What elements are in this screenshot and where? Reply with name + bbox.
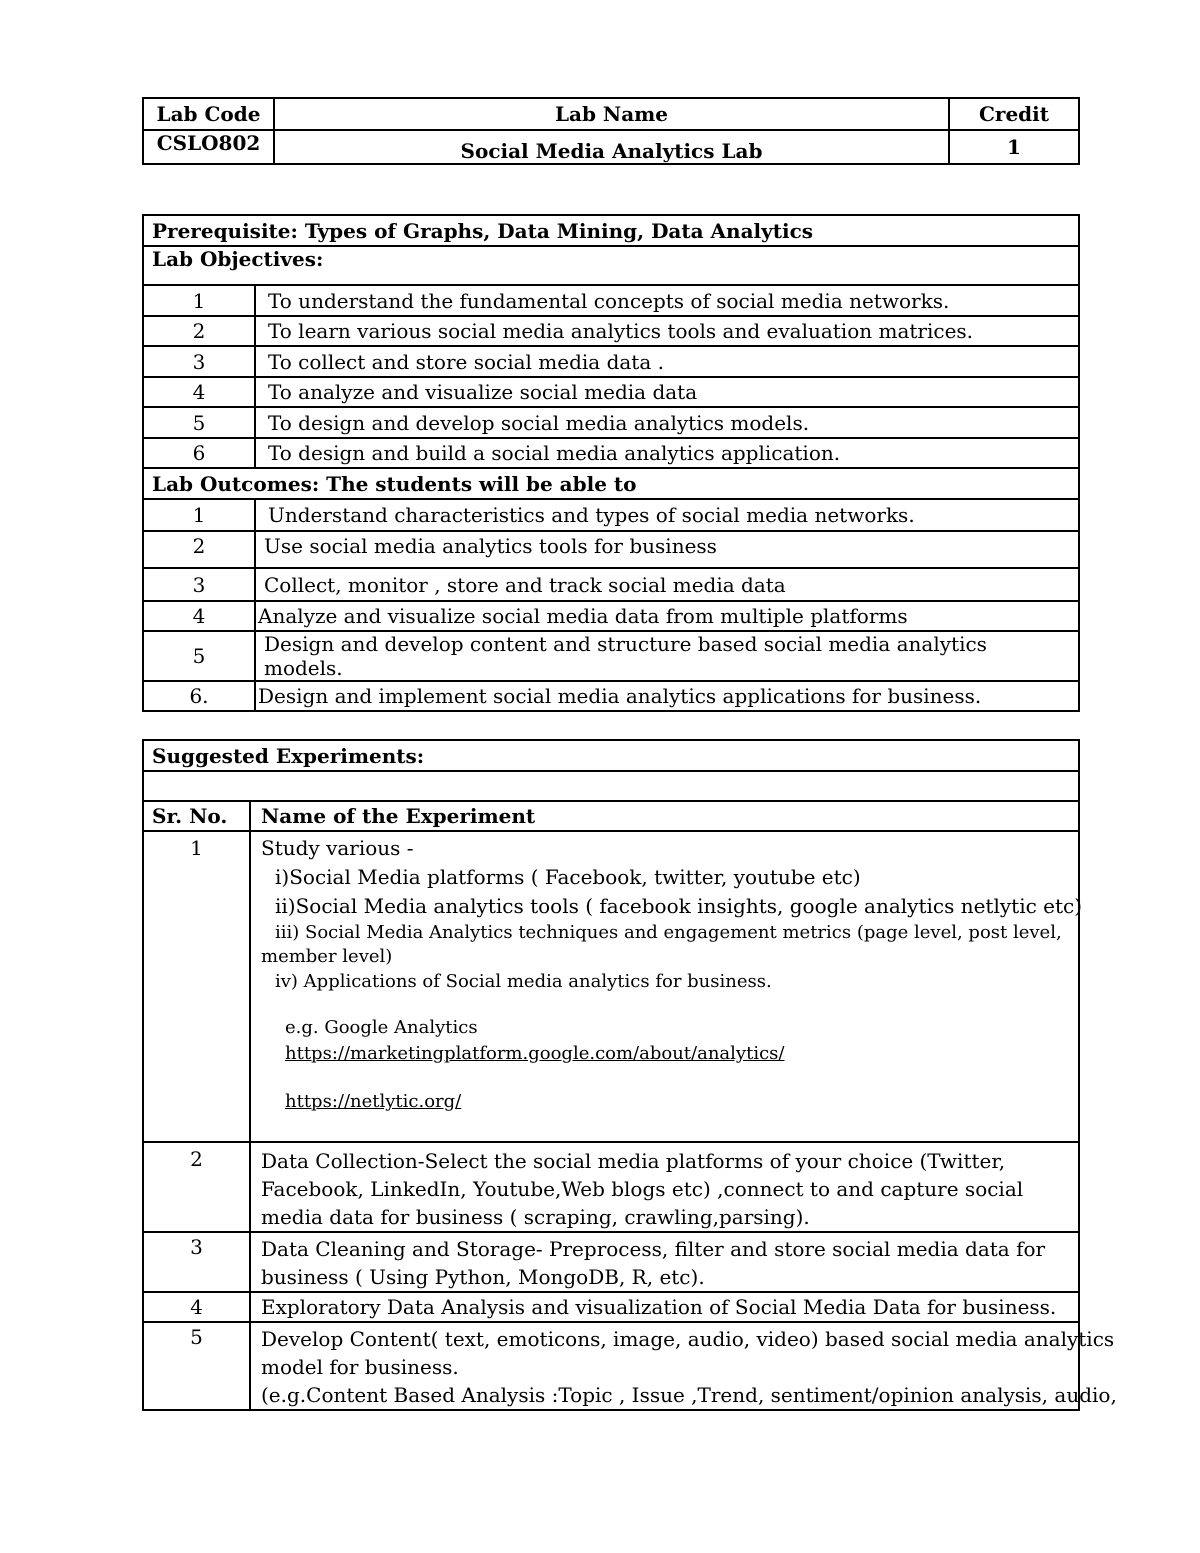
objective-text: To design and develop social media analytics models. — [255, 407, 1079, 438]
experiment-number: 4 — [143, 1292, 250, 1322]
experiment-description: Data Collection-Select the social media platforms of your choice (Twitter, Facebook, LinkedIn, Youtube,Web blogs etc) ,connect to and capture social media data for business ( scraping, crawling,parsing). — [250, 1142, 1079, 1232]
lab-outcomes-title: Lab Outcomes: The students will be able to — [143, 468, 1079, 499]
google-analytics-link[interactable]: https://marketingplatform.google.com/about/analytics/ — [285, 1043, 785, 1064]
outcome-text: Analyze and visualize social media data from multiple platforms — [255, 601, 1079, 631]
objective-number: 2 — [143, 316, 255, 346]
outcome-row — [143, 531, 1079, 568]
outcome-row — [143, 681, 1079, 711]
exp1-item-i: i)Social Media platforms ( Facebook, twitter, youtube etc) — [275, 865, 861, 889]
experiment-number: 5 — [143, 1322, 250, 1410]
outcome-text: Design and develop content and structure based social media analytics models. — [255, 631, 1079, 681]
experiment-description — [250, 1322, 1117, 1410]
exp1-item-ii: ii)Social Media analytics tools ( facebook insights, google analytics netlytic etc) — [275, 894, 1083, 918]
sr-no-header: Sr. No. — [143, 801, 250, 831]
outcome-number: 4 — [143, 601, 255, 631]
empty-row — [143, 771, 1079, 801]
credit-header: Credit — [949, 98, 1079, 130]
experiment-row — [143, 1292, 1079, 1322]
experiment-number: 3 — [143, 1232, 250, 1292]
objective-text: To understand the fundamental concepts of social media networks. — [255, 285, 1079, 316]
experiment-description: Data Cleaning and Storage- Preprocess, filter and store social media data for business ( Using Python, MongoDB, R, etc). — [250, 1232, 1079, 1292]
objective-row — [143, 285, 1079, 316]
lab-name-header: Lab Name — [274, 98, 949, 130]
experiment-name-header: Name of the Experiment — [250, 801, 1079, 831]
experiment-row — [143, 1232, 1079, 1292]
exp1-item-iii: iii) Social Media Analytics techniques and engagement metrics (page level, post level, member level) — [261, 922, 1062, 967]
outcome-text: Design and implement social media analytics applications for business. — [255, 681, 1079, 711]
lab-code-header: Lab Code — [143, 98, 274, 130]
exp5-line-2: model for business. — [261, 1355, 459, 1379]
objective-text: To analyze and visualize social media data — [255, 377, 1079, 407]
experiment-number: 1 — [143, 831, 250, 1142]
credit-value: 1 — [949, 130, 1079, 164]
suggested-experiments-table — [142, 739, 1117, 1411]
experiment-row — [143, 1142, 1079, 1232]
exp1-example: e.g. Google Analytics — [285, 1017, 478, 1038]
outcome-row — [143, 601, 1079, 631]
outcome-row — [143, 568, 1079, 601]
objective-row — [143, 438, 1079, 468]
objective-number: 1 — [143, 285, 255, 316]
objective-row — [143, 407, 1079, 438]
outcome-row — [143, 631, 1079, 681]
exp5-line-3: (e.g.Content Based Analysis :Topic , Issue ,Trend, sentiment/opinion analysis, audio, — [261, 1383, 1117, 1407]
outcome-number: 2 — [143, 531, 255, 568]
objective-text: To design and build a social media analytics application. — [255, 438, 1079, 468]
objective-number: 4 — [143, 377, 255, 407]
outcome-text: Use social media analytics tools for business — [255, 531, 1079, 568]
outcome-row — [143, 499, 1079, 531]
objective-row — [143, 316, 1079, 346]
objective-text: To learn various social media analytics tools and evaluation matrices. — [255, 316, 1079, 346]
lab-name-value: Social Media Analytics Lab — [274, 130, 949, 164]
experiment-row — [143, 1322, 1079, 1410]
lab-code-value: CSLO802 — [143, 130, 274, 164]
objective-text: To collect and store social media data . — [255, 346, 1079, 377]
objectives-outcomes-table — [142, 214, 1080, 712]
lab-objectives-title: Lab Objectives: — [143, 246, 1079, 285]
exp1-intro: Study various - — [261, 836, 414, 860]
objective-number: 6 — [143, 438, 255, 468]
objective-row — [143, 377, 1079, 407]
objective-number: 3 — [143, 346, 255, 377]
outcome-text: Understand characteristics and types of social media networks. — [255, 499, 1079, 531]
objective-row — [143, 346, 1079, 377]
experiment-description — [250, 831, 1083, 1142]
prerequisite-text: Prerequisite: Types of Graphs, Data Mining, Data Analytics — [143, 215, 1079, 246]
outcome-number: 3 — [143, 568, 255, 601]
objective-number: 5 — [143, 407, 255, 438]
outcome-number: 6. — [143, 681, 255, 711]
netlytic-link[interactable]: https://netlytic.org/ — [285, 1091, 462, 1112]
experiments-title: Suggested Experiments: — [143, 740, 1079, 771]
lab-header-table — [142, 97, 1080, 165]
exp1-link-container — [261, 1091, 1070, 1117]
outcome-number: 1 — [143, 499, 255, 531]
experiment-number: 2 — [143, 1142, 250, 1232]
outcome-text: Collect, monitor , store and track social media data — [255, 568, 1079, 601]
exp1-link-container — [261, 1043, 1070, 1091]
exp5-line-1: Develop Content( text, emoticons, image, audio, video) based social media analytics — [261, 1327, 1115, 1351]
experiment-description: Exploratory Data Analysis and visualization of Social Media Data for business. — [250, 1292, 1079, 1322]
exp1-item-iv: iv) Applications of Social media analytics for business. — [275, 971, 772, 992]
experiment-row — [143, 831, 1079, 1142]
outcome-number: 5 — [143, 631, 255, 681]
